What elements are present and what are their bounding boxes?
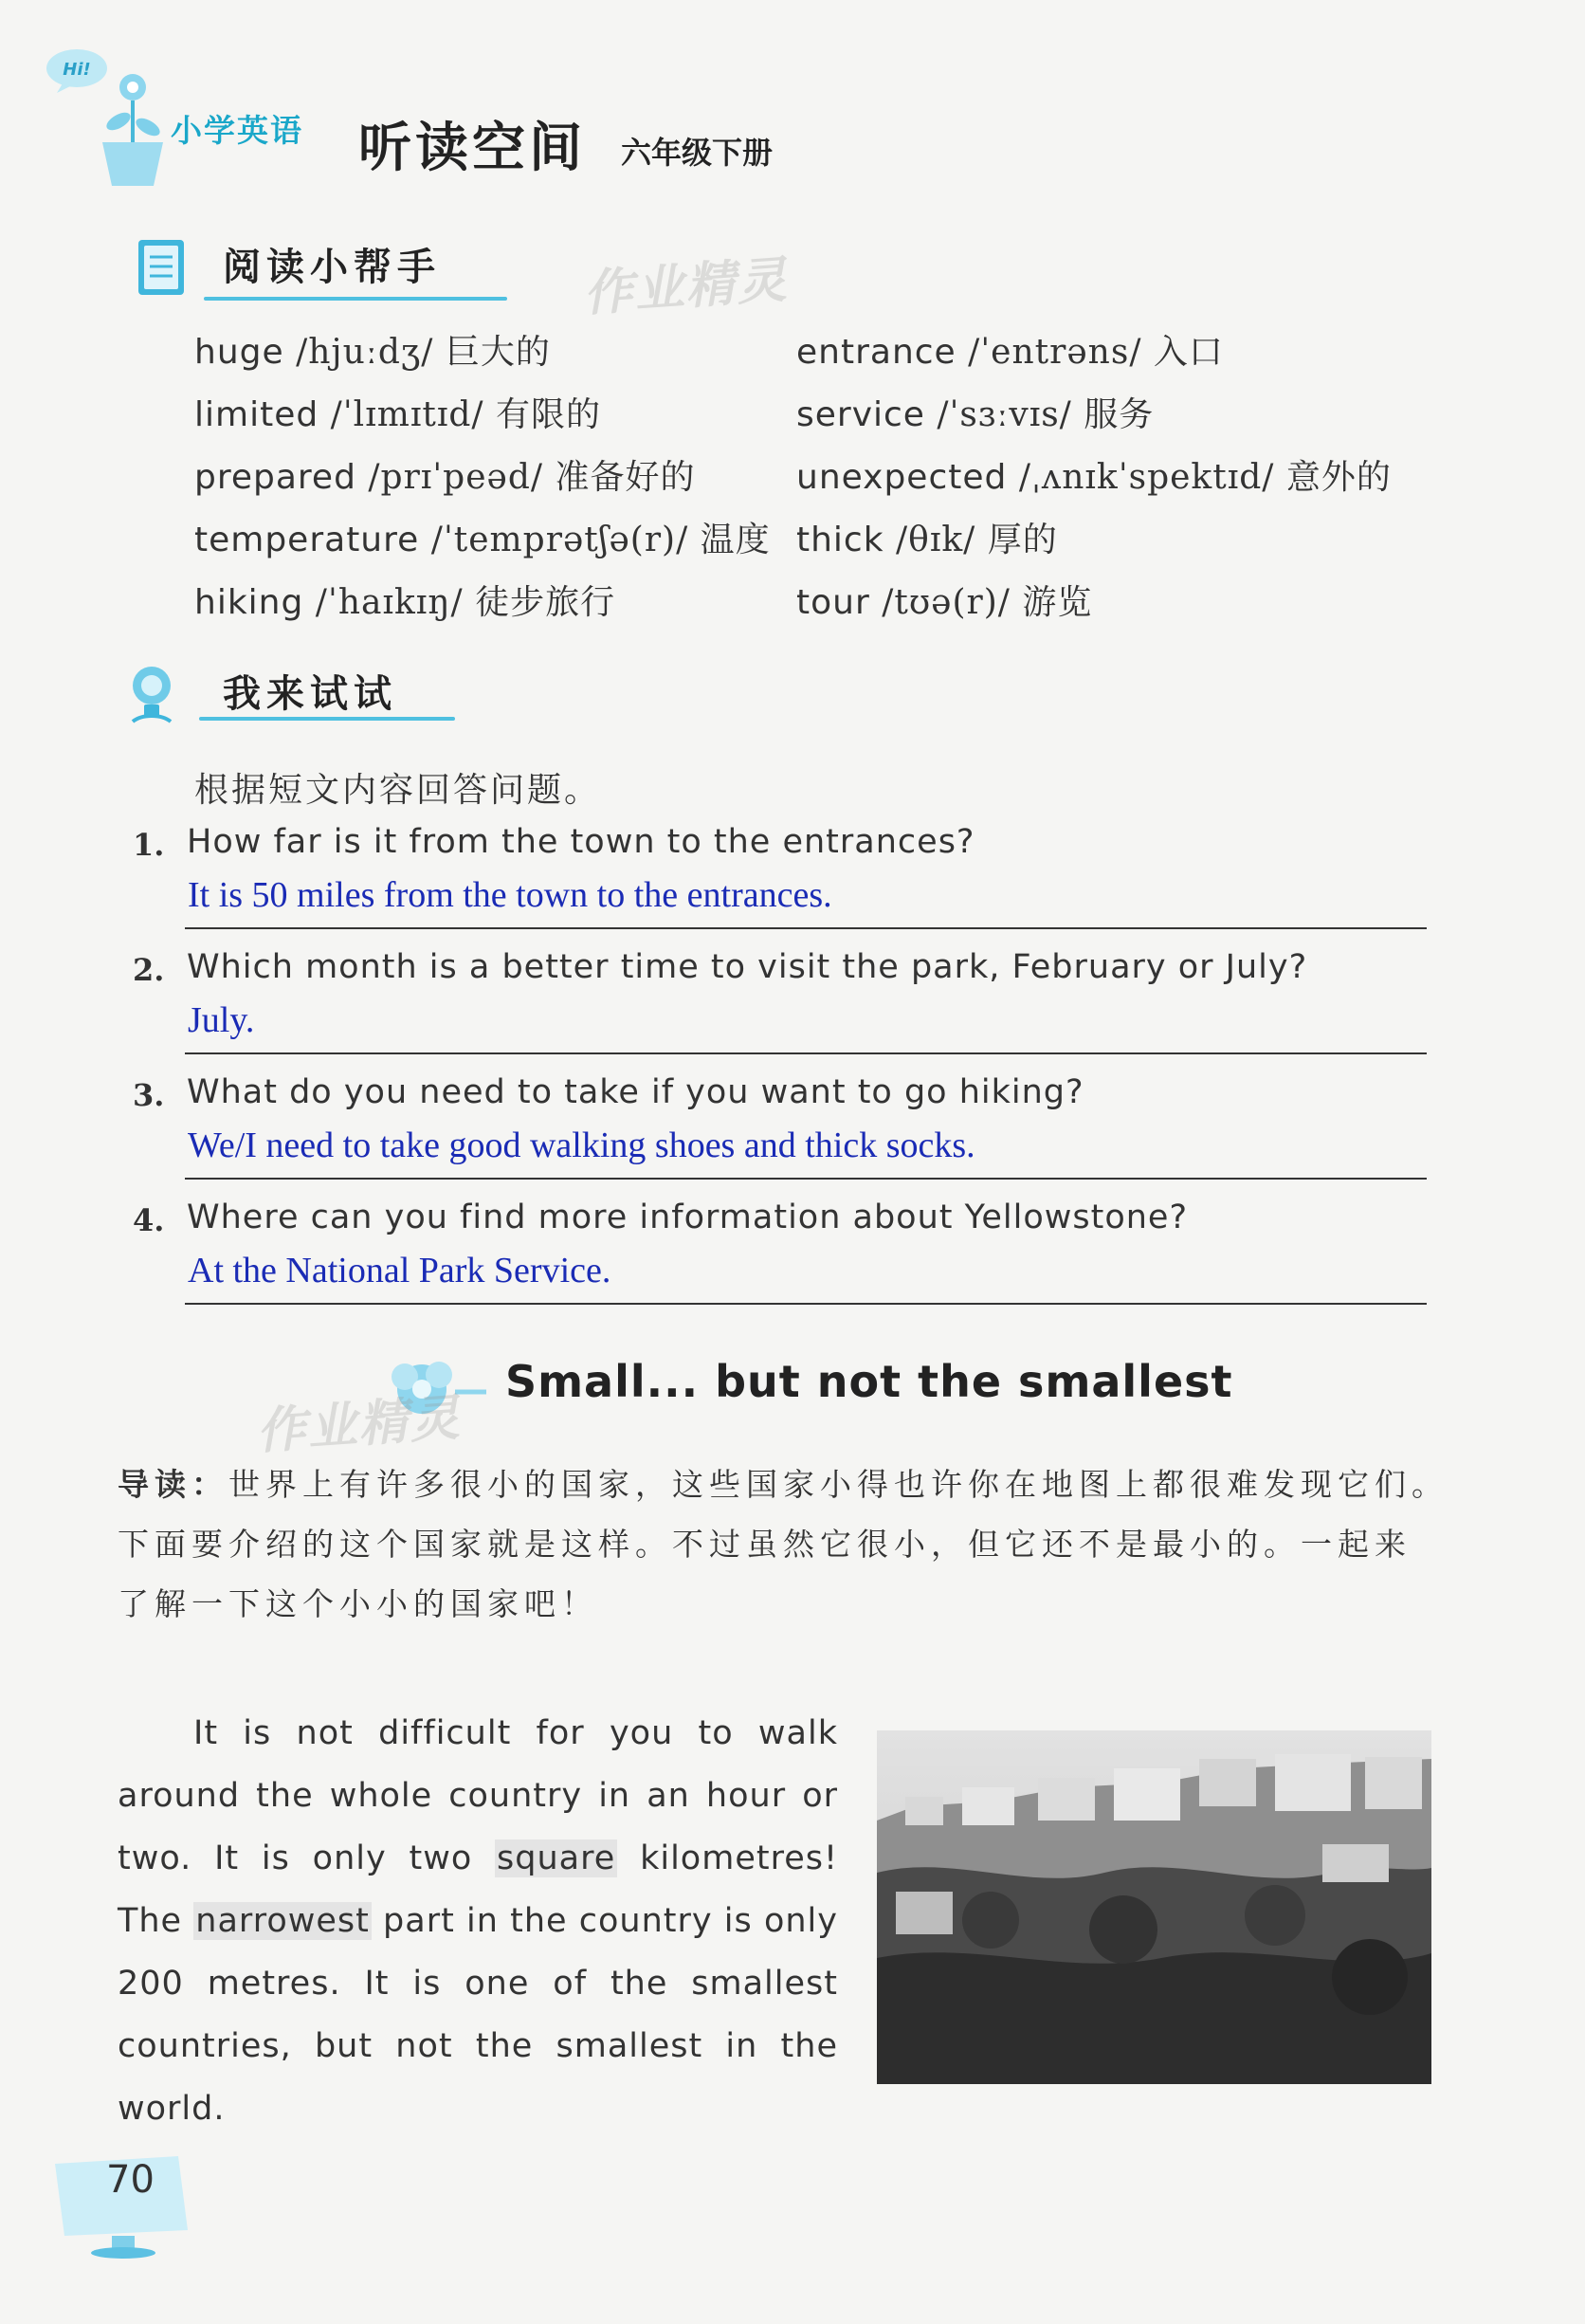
vocab-item: [194, 325, 771, 388]
page-number: 70: [106, 2158, 155, 2202]
vocab-list-left: [194, 325, 771, 638]
vocab-item: [194, 388, 771, 450]
vocab-word: prepared: [194, 458, 356, 497]
vocab-word: service: [796, 395, 925, 434]
book-title: 听读空间: [358, 117, 586, 179]
watermark: 作业精灵: [581, 251, 791, 323]
vocab-word: unexpected: [796, 458, 1008, 497]
vocab-word: limited: [194, 395, 319, 434]
question-number: 4.: [133, 1202, 165, 1238]
answer-text: We/I need to take good walking shoes and thick socks.: [188, 1125, 975, 1165]
answer-line: [185, 1052, 1427, 1054]
vocab-meaning: 游览: [1022, 583, 1093, 622]
vocab-phonetic: /ˈlɪmɪtɪd/: [330, 395, 484, 434]
vocab-word: hiking: [194, 583, 304, 622]
answer-text: At the National Park Service.: [188, 1251, 611, 1290]
vocab-meaning: 巨大的: [445, 333, 551, 372]
question-number: 1.: [133, 827, 165, 863]
highlighted-word: narrowest: [195, 1902, 370, 1940]
answer-line: [185, 1303, 1427, 1305]
guide-line: [118, 1460, 1448, 1505]
vocab-phonetic: /hjuːdʒ/: [296, 333, 434, 372]
vocab-meaning: 服务: [1084, 395, 1155, 434]
vocab-meaning: 有限的: [495, 395, 601, 434]
guide-text: 世界上有许多很小的国家，这些国家小得也许你在地图上都很难发现它们。: [228, 1466, 1448, 1503]
vocab-word: entrance: [796, 333, 956, 372]
vocab-meaning: 厚的: [987, 521, 1058, 559]
highlighted-word: square: [497, 1839, 616, 1877]
vocab-item: [796, 388, 1392, 450]
potted-plant-icon: [95, 66, 171, 190]
svg-text:Hi!: Hi!: [63, 60, 91, 80]
reading-title: Small... but not the smallest: [505, 1356, 1233, 1407]
vocab-item: [796, 450, 1392, 513]
vocab-meaning: 意外的: [1285, 458, 1392, 497]
vocab-phonetic: /prɪˈpeəd/: [368, 458, 544, 497]
vocab-phonetic: /ˈtemprətʃə(r)/: [430, 521, 689, 559]
instruction: 根据短文内容回答问题。: [194, 771, 602, 810]
vocab-meaning: 入口: [1153, 333, 1224, 372]
watermark: 作业精灵: [254, 1389, 464, 1461]
question-number: 3.: [133, 1077, 165, 1113]
guide-label: 导读：: [118, 1466, 228, 1503]
vocab-item: [796, 576, 1392, 638]
series-name: 小学英语: [171, 112, 303, 149]
vocab-item: [194, 450, 771, 513]
city-photo: [877, 1730, 1431, 2084]
vocab-phonetic: /ˈhaɪkɪŋ/: [315, 583, 464, 622]
book-icon: [133, 232, 190, 301]
question-text: Where can you find more information about Yellowstone?: [187, 1199, 1189, 1236]
vocab-phonetic: /ˈsɜːvɪs/: [937, 395, 1072, 434]
vocab-word: huge: [194, 333, 284, 372]
guide-line: 了解一下这个小小的国家吧！: [118, 1585, 598, 1622]
section-title-try-it: 我来试试: [223, 672, 397, 716]
question-text: What do you need to take if you want to go hiking?: [187, 1073, 1084, 1111]
vocab-phonetic: /ˈentrəns/: [968, 333, 1142, 372]
paragraph-segment: part in the country is only 200 metres. It is one of the smallest countries, but not the smallest in the world.: [118, 1902, 838, 2128]
vocab-phonetic: /tʊə(r)/: [882, 583, 1011, 622]
question-number: 2.: [133, 952, 165, 988]
vocab-meaning: 温度: [700, 521, 771, 559]
paragraph-segment: It is not difficult for you to walk around the whole country in an hour or two. It is only two: [118, 1714, 838, 1877]
section-underline: [199, 717, 455, 721]
vocab-item: [796, 325, 1392, 388]
vocab-phonetic: /θɪk/: [896, 521, 976, 559]
lightbulb-icon: [123, 659, 180, 727]
reading-paragraph: [118, 1702, 838, 2140]
vocab-item: [796, 513, 1392, 576]
vocab-meaning: 准备好的: [555, 458, 696, 497]
paragraph-text: [118, 1702, 838, 2140]
section-title-reading-helper: 阅读小帮手: [223, 246, 441, 289]
vocab-word: temperature: [194, 521, 420, 559]
answer-line: [185, 927, 1427, 929]
grade-label: 六年级下册: [621, 135, 774, 171]
section-underline: [204, 297, 507, 301]
vocab-list-right: [796, 325, 1392, 638]
vocab-item: [194, 576, 771, 638]
vocab-meaning: 徒步旅行: [475, 583, 616, 622]
question-text: How far is it from the town to the entrances?: [187, 823, 975, 861]
answer-text: It is 50 miles from the town to the entrances.: [188, 875, 832, 915]
answer-line: [185, 1178, 1427, 1180]
vocab-phonetic: /ˌʌnɪkˈspektɪd/: [1018, 458, 1275, 497]
paragraph-segment: kilometres! The: [118, 1839, 838, 1940]
question-text: Which month is a better time to visit the park, February or July?: [187, 948, 1308, 986]
vocab-item: [194, 513, 771, 576]
vocab-word: thick: [796, 521, 884, 559]
guide-line: 下面要介绍的这个国家就是这样。不过虽然它很小，但它还不是最小的。一起来: [118, 1526, 1412, 1563]
vocab-word: tour: [796, 583, 870, 622]
answer-text: July.: [188, 1000, 255, 1040]
